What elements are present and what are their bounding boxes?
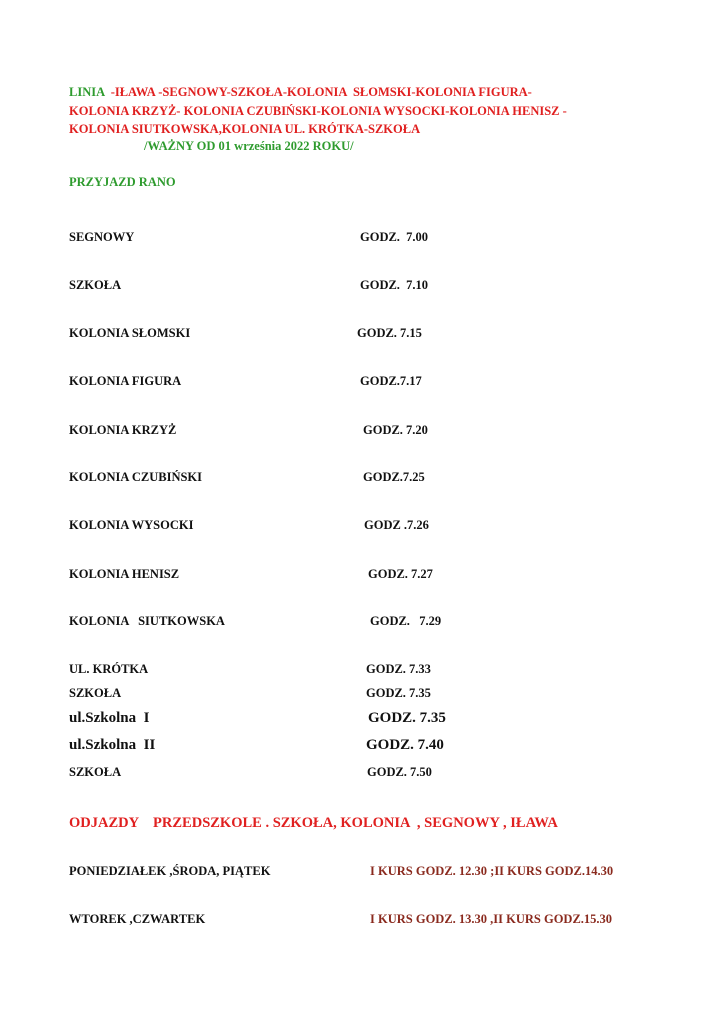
stop-name: SEGNOWY bbox=[69, 230, 135, 244]
stop-time: GODZ .7.26 bbox=[364, 518, 429, 532]
stop-time: GODZ. 7.10 bbox=[360, 278, 429, 292]
header-line-prefix: LINIA bbox=[69, 85, 111, 99]
stop-name: KOLONIA WYSOCKI bbox=[69, 518, 194, 532]
stop-time: GODZ. 7.00 bbox=[360, 230, 429, 244]
stop-time: GODZ. 7.15 bbox=[357, 326, 422, 340]
header-line-3: KOLONIA SIUTKOWSKA,KOLONIA UL. KRÓTKA-SZKOŁA bbox=[69, 122, 421, 136]
stop-name: ul.Szkolna II bbox=[69, 737, 156, 753]
stop-time: GODZ. 7.50 bbox=[367, 765, 432, 779]
stop-name: KOLONIA SIUTKOWSKA bbox=[69, 614, 225, 628]
stop-name: SZKOŁA bbox=[69, 686, 122, 700]
stop-time: GODZ. 7.33 bbox=[366, 662, 431, 676]
stop-name: KOLONIA FIGURA bbox=[69, 374, 182, 388]
header-route-part-1: -IŁAWA -SEGNOWY-SZKOŁA-KOLONIA SŁOMSKI-KOLONIA FIGURA- bbox=[110, 85, 532, 99]
header-line-1 bbox=[69, 85, 532, 100]
stop-time: GODZ. 7.20 bbox=[363, 423, 428, 437]
header-line-2: KOLONIA KRZYŻ- KOLONIA CZUBIŃSKI-KOLONIA WYSOCKI-KOLONIA HENISZ - bbox=[69, 104, 567, 118]
stop-time: GODZ. 7.27 bbox=[368, 567, 433, 581]
stop-time: GODZ.7.25 bbox=[363, 470, 425, 484]
departure-courses: I KURS GODZ. 12.30 ;II KURS GODZ.14.30 bbox=[370, 864, 614, 878]
stop-name: KOLONIA SŁOMSKI bbox=[69, 326, 191, 340]
stop-time: GODZ.7.17 bbox=[360, 374, 422, 388]
stop-name: KOLONIA HENISZ bbox=[69, 567, 180, 581]
stop-name: UL. KRÓTKA bbox=[69, 662, 149, 676]
validity-note: /WAŻNY OD 01 września 2022 ROKU/ bbox=[144, 139, 354, 153]
departures-section-title: ODJAZDY PRZEDSZKOLE . SZKOŁA, KOLONIA , SEGNOWY , IŁAWA bbox=[69, 815, 558, 831]
arrival-section-title: PRZYJAZD RANO bbox=[69, 175, 176, 189]
stop-name: SZKOŁA bbox=[69, 765, 122, 779]
stop-name: KOLONIA KRZYŻ bbox=[69, 423, 177, 437]
stop-time: GODZ. 7.40 bbox=[366, 737, 444, 753]
stop-name: KOLONIA CZUBIŃSKI bbox=[69, 470, 203, 484]
departure-days: PONIEDZIAŁEK ,ŚRODA, PIĄTEK bbox=[69, 864, 271, 878]
departure-days: WTOREK ,CZWARTEK bbox=[69, 912, 206, 926]
stop-name: SZKOŁA bbox=[69, 278, 122, 292]
stop-time: GODZ. 7.35 bbox=[366, 686, 431, 700]
stop-name: ul.Szkolna I bbox=[69, 710, 150, 726]
stop-time: GODZ. 7.35 bbox=[368, 710, 446, 726]
stop-time: GODZ. 7.29 bbox=[370, 614, 442, 628]
departure-courses: I KURS GODZ. 13.30 ,II KURS GODZ.15.30 bbox=[370, 912, 613, 926]
